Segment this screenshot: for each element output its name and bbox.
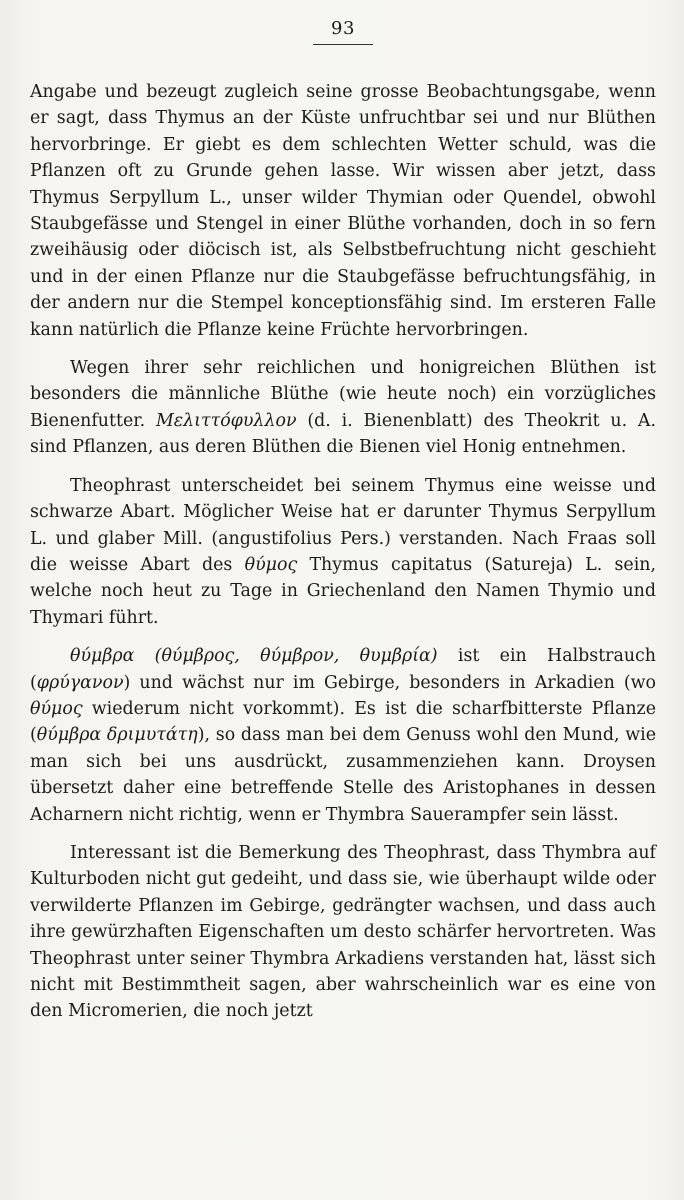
paragraph-5 [30,840,656,1025]
body-text [30,79,656,1025]
greek-term: θύμος [244,554,298,575]
text-segment: Wegen ihrer sehr reichlichen und honigreichen Blüthen ist besonders die männliche Blüthe (wie heute noch) ein vorzügliches Bienenfutter. [30,358,656,431]
page-header [30,18,656,45]
text-segment: wiederum nicht vorkommt). Es ist die scharfbitterste Pflanze ( [30,698,656,746]
text-segment: ) und wächst nur im Gebirge, besonders in Arkadien (wo [123,672,656,693]
greek-term: θύμβρα δριμυτάτη [36,725,198,746]
greek-term: Μελιττόφυλλον [155,410,297,431]
greek-term: θύμβρα (θύμβρος, θύμβρον, θυμβρία) [70,646,438,667]
text-segment: Theophrast unterscheidet bei seinem Thymus eine weisse und schwarze Abart. Möglicher Weise hat er darunter Thymus Serpyllum L. und glaber Mill. (angustifolius Pers.) verstanden. Nach Fraas soll die weisse Abart des [30,475,656,575]
paragraph-2 [30,355,656,461]
paragraph-1 [30,79,656,343]
paragraph-4 [30,643,656,828]
greek-term: θύμος [30,698,83,719]
text-segment: Thymus capitatus (Satureja) L. sein, welche noch heut zu Tage in Griechenland den Namen Thymio und Thymari führt. [30,554,656,628]
text-segment: (d. i. Bienenblatt) des Theokrit u. A. sind Pflanzen, aus deren Blüthen die Bienen viel Honig entnehmen. [30,410,656,458]
paragraph-3 [30,473,656,631]
text-segment: Angabe und bezeugt zugleich seine grosse Beobachtungsgabe, wenn er sagt, dass Thymus an der Küste unfruchtbar sei und nur Blüthen hervorbringe. Er giebt es dem schlechten Wetter schuld, was die Pflanzen oft zu Grunde gehen lasse. Wir wissen aber jetzt, dass Thymus Serpyllum L., unser wilder Thymian oder Quendel, obwohl Staubgefässe und Stengel in einer Blüthe vorhanden, doch in so fern zweihäusig oder diöcisch ist, als Selbstbefruchtung nicht geschieht und in der einen Pflanze nur die Staubgefässe befruchtungsfähig, in der andern nur die Stempel konceptionsfähig sind. Im ersteren Falle kann natürlich die Pflanze keine Früchte hervorbringen. [30,82,656,340]
text-segment: ), so dass man bei dem Genuss wohl den Mund, wie man sich bei uns ausdrückt, zusammenziehen kann. Droysen übersetzt daher eine betreffende Stelle des Aristophanes in dessen Acharnern nicht richtig, wenn er Thymbra Sauerampfer sein lässt. [30,725,656,825]
text-segment: ist ein Halbstrauch ( [30,646,656,693]
page-number: 93 [313,18,373,45]
greek-term: φρύγανον [36,672,124,693]
text-segment: Interessant ist die Bemerkung des Theophrast, dass Thymbra auf Kulturboden nicht gut gedeiht, und dass sie, wie überhaupt wilde oder verwilderte Pflanzen im Gebirge, gedrängter wachsen, und dass auch ihre gewürzhaften Eigenschaften um desto schärfer hervortreten. Was Theophrast unter seiner Thymbra Arkadiens verstanden hat, lässt sich nicht mit Bestimmtheit sagen, aber wahrscheinlich war es eine von den Micromerien, die noch jetzt [30,842,656,1022]
